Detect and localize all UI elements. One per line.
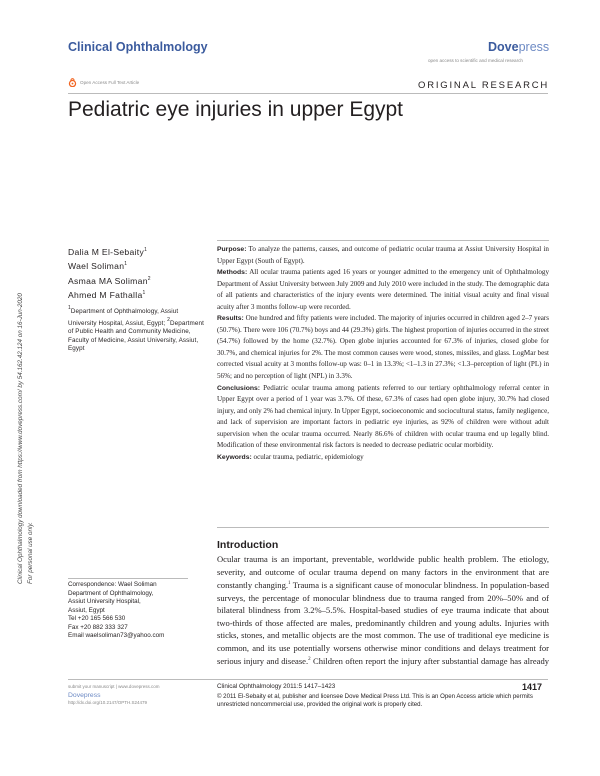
submit-manuscript-link[interactable]: submit your manuscript | www.dovepress.com xyxy=(68,684,160,689)
abstract-purpose: Purpose: To analyze the patterns, causes, and outcome of pediatric ocular trauma at Assiut University Hospital in Upper Egypt (South of Egypt). xyxy=(217,245,549,265)
footer-dovepress-logo[interactable]: Dovepress xyxy=(68,691,101,699)
abstract-conclusions: Conclusions: Pediatric ocular trauma among patients referred to our tertiary ophthalmology referral center in Upper Egypt over a period of 1 year was 3.7%. Of these, 67.3% of cases had open globe injury, 30.7% had closed injury, and only 2% had chemical injury. In Upper Egypt, socioeconomic and sociocultural status, family negligence, and lack of supervision are important factors in pediatric eye injuries, as 92% of children were without adult supervision when the ocular trauma occurred. Nearly 86.6% of children with ocular trauma end up legally blind. Modification of these environmental risk factors is needed to decrease pediatric ocular morbidity. xyxy=(217,383,549,450)
affil-text-2: Department of Public Health and Community Medicine, Faculty of Medicine, Assiut University, Assiut, Egypt xyxy=(68,320,204,352)
footer-citation: Clinical Ophthalmology 2011:5 1417–1423 xyxy=(217,683,336,690)
author-name: Dalia M El-Sebaity$^1$ xyxy=(68,247,148,257)
footer-divider xyxy=(68,679,548,680)
author-block xyxy=(68,244,208,302)
affil-sup-2: 2 xyxy=(167,317,171,324)
page-number: 1417 xyxy=(522,682,543,692)
open-access-label: Open Access Full Text Article xyxy=(80,80,140,85)
ref-2-link[interactable]: 2 xyxy=(308,657,311,663)
correspondence-block xyxy=(68,581,208,641)
section-label: ORIGINAL RESEARCH xyxy=(418,80,550,91)
brand-dove: Dove xyxy=(488,40,519,54)
dovepress-logo[interactable] xyxy=(488,40,549,54)
correspondence-divider xyxy=(68,578,188,579)
watermark-line-1: Clinical Ophthalmology downloaded from https://www.dovepress.com/ by 54.162.42.124 on 16-Jun-2020 xyxy=(17,293,24,584)
introduction-paragraph: Ocular trauma is an important, preventable, worldwide public health problem. The etiology, severity, and outcome of ocular trauma depend on many factors in the environment that are constantly changing.$^1$ Trauma is a significant cause of monocular blindness. In population-based surveys, the percentage of monocular blindness due to trauma ranged from 20%–50% and of bilateral blindness from 3.2%–5.5%. Hospital-based studies of eye trauma indicate that about two-thirds of those affected are males, predominantly children and young adults. Injuries with sticks, stones, and metallic objects are the most common. The use of traditional eye medicine is common, and its use potentially worsens otherwise minor conditions and delays treatment for serious injury and disease.$^2$ Children often report the injury after substantial damage has already xyxy=(217,554,549,667)
ref-1-link[interactable]: 1 xyxy=(287,581,291,587)
author-name: Wael Soliman$^1$ xyxy=(68,261,128,272)
author-name: Ahmed M Fathalla$^1$ xyxy=(68,290,146,301)
correspondence-line: Assiut University Hospital, xyxy=(68,598,141,605)
footer-license: © 2011 El-Sebaity et al, publisher and licensee Dove Medical Press Ltd. This is an Open Access article which permits unrestricted noncommercial use, provided the original work is properly cited. xyxy=(217,693,533,709)
article-title: Pediatric eye injuries in upper Egypt xyxy=(68,98,404,121)
abstract-box xyxy=(217,240,549,528)
affil-sup-1: 1 xyxy=(68,305,71,311)
journal-name: Clinical Ophthalmology xyxy=(68,40,208,54)
author-name: Asmaa MA Soliman$^2$ xyxy=(68,275,151,286)
publisher-tagline: open access to scientific and medical research xyxy=(428,58,523,63)
open-access-lock-icon xyxy=(68,78,77,87)
correspondence-email[interactable]: Email waelsoliman73@yahoo.com xyxy=(68,632,165,639)
brand-press: press xyxy=(518,40,550,54)
doi-link[interactable]: http://dx.doi.org/10.2147/OPTH.S24479 xyxy=(68,699,148,705)
abstract-results: Results: One hundred and fifty patients were included. The majority of injuries occurred in children aged 2–7 years (50.7%). There were 106 (70.7%) boys and 44 (29.3%) girls. The highest proportion of injuries occurred in the street (54.7%) followed by the home (32.7%). Open globe injuries accounted for 67.3% of injuries, closed globe for 30.7%, and chemical injuries for 2%. The most common causes were wood, stones, missiles, and glass. LogMar best corrected visual acuity at 3 months follow-up was: 0–1 in 13.3%; <1–1.3 in 27.3%; <1.3–perception of light (PL) in 56%; and no perception of light (NPL) in 3.3%. xyxy=(217,314,549,381)
abstract-methods: Methods: All ocular trauma patients aged 16 years or younger admitted to the emergency unit of Ophthalmology Department of Assiut University between July 2009 and July 2010 were included in the study. The demographic data of all patients and characteristics of the injury events were determined. The initial visual acuity and final visual acuity after 3 months follow-up were recorded. xyxy=(217,268,549,311)
abstract-keywords: Keywords: ocular trauma, pediatric, epidemiology xyxy=(217,452,364,461)
watermark-line-2: For personal use only. xyxy=(26,522,34,584)
introduction-heading: Introduction xyxy=(217,539,279,551)
correspondence-line: Department of Ophthalmology, xyxy=(68,589,154,597)
correspondence-fax: Fax +20 882 333 327 xyxy=(68,623,128,631)
footer-publisher xyxy=(68,684,208,706)
affil-text-1: Department of Ophthalmology, Assiut University Hospital, Assiut, Egypt; xyxy=(68,308,179,328)
header-divider xyxy=(68,93,548,94)
affiliations xyxy=(68,304,208,353)
download-watermark xyxy=(16,154,44,584)
correspondence-tel: Tel +20 165 566 530 xyxy=(68,615,126,622)
correspondence-label: Correspondence: Wael Soliman xyxy=(68,581,157,588)
correspondence-line: Assiut, Egypt xyxy=(68,606,105,614)
